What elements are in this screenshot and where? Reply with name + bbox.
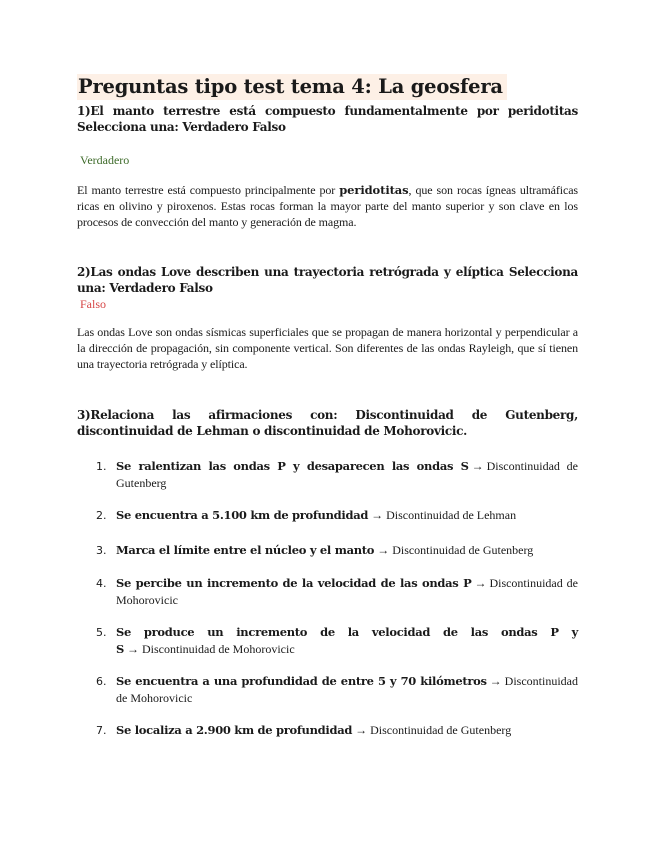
matching-list bbox=[77, 458, 578, 739]
arrow-icon: → bbox=[474, 576, 487, 590]
question-2: 2)Las ondas Love describen una trayectoria retrógrada y elíptica Selecciona una: Verdadero Falso bbox=[77, 265, 578, 295]
item-statement: Se encuentra a una profundidad de entre 5 y 70 kilómetros bbox=[116, 674, 487, 688]
arrow-icon: → bbox=[355, 723, 368, 737]
explanation-1-start: El manto terrestre está compuesto principalmente por bbox=[77, 183, 340, 197]
arrow-icon: → bbox=[471, 459, 484, 473]
arrow-icon: → bbox=[127, 642, 140, 656]
question-1: 1)El manto terrestre está compuesto fundamentalmente por peridotitas Selecciona una: Verdadero Falso bbox=[77, 104, 578, 134]
item-answer: Discontinuidad de Mohorovicic bbox=[116, 674, 578, 705]
explanation-2: Las ondas Love son ondas sísmicas superficiales que se propagan de manera horizontal y perpendicular a la dirección de propagación, sin componente vertical. Son diferentes de las ondas Rayleigh, que sí tienen una trayectoria retrógrada y elíptica. bbox=[77, 325, 578, 371]
item-answer: Discontinuidad de Gutenberg bbox=[392, 543, 534, 557]
list-item bbox=[77, 458, 578, 492]
item-number: 6. bbox=[96, 675, 107, 688]
item-statement: Se encuentra a 5.100 km de profundidad bbox=[116, 508, 369, 522]
arrow-icon: → bbox=[371, 508, 384, 522]
item-number: 3. bbox=[96, 544, 107, 557]
page-title: Preguntas tipo test tema 4: La geosfera bbox=[77, 74, 507, 100]
item-answer: Discontinuidad de Lehman bbox=[386, 508, 517, 522]
arrow-icon: → bbox=[489, 674, 502, 688]
question-3: 3)Relaciona las afirmaciones con: Discontinuidad de Gutenberg, discontinuidad de Lehman o discontinuidad de Mohorovicic. bbox=[77, 408, 578, 438]
list-item bbox=[77, 507, 578, 524]
item-statement: Se produce un incremento de la velocidad de las ondas P y S bbox=[116, 625, 578, 656]
item-answer: Discontinuidad de Mohorovicic bbox=[116, 576, 578, 607]
item-number: 1. bbox=[96, 460, 107, 473]
list-item bbox=[77, 542, 578, 559]
item-number: 5. bbox=[96, 626, 107, 639]
item-number: 7. bbox=[96, 724, 107, 737]
arrow-icon: → bbox=[377, 543, 390, 557]
item-statement: Se percibe un incremento de la velocidad de las ondas P bbox=[116, 576, 472, 590]
item-answer: Discontinuidad de Gutenberg bbox=[116, 459, 578, 490]
list-item bbox=[77, 722, 578, 739]
item-answer: Discontinuidad de Gutenberg bbox=[370, 723, 512, 737]
explanation-1-end: , que son rocas ígneas ultramáficas ricas en olivino y piroxenos. Estas rocas forman la mayor parte del manto superior y son clave en los procesos de convección del manto y generación de magma. bbox=[77, 183, 578, 229]
list-item bbox=[77, 624, 578, 658]
item-number: 4. bbox=[96, 577, 107, 590]
answer-2: Falso bbox=[80, 297, 107, 311]
item-statement: Marca el límite entre el núcleo y el manto bbox=[116, 543, 375, 557]
list-item bbox=[77, 575, 578, 609]
item-answer: Discontinuidad de Mohorovicic bbox=[142, 642, 295, 656]
explanation-1-bold: peridotitas bbox=[339, 183, 409, 197]
item-statement: Se ralentizan las ondas P y desaparecen las ondas S bbox=[116, 459, 469, 473]
item-statement: Se localiza a 2.900 km de profundidad bbox=[116, 723, 353, 737]
item-number: 2. bbox=[96, 509, 107, 522]
explanation-1 bbox=[77, 182, 578, 230]
list-item bbox=[77, 673, 578, 707]
answer-1: Verdadero bbox=[80, 153, 130, 167]
